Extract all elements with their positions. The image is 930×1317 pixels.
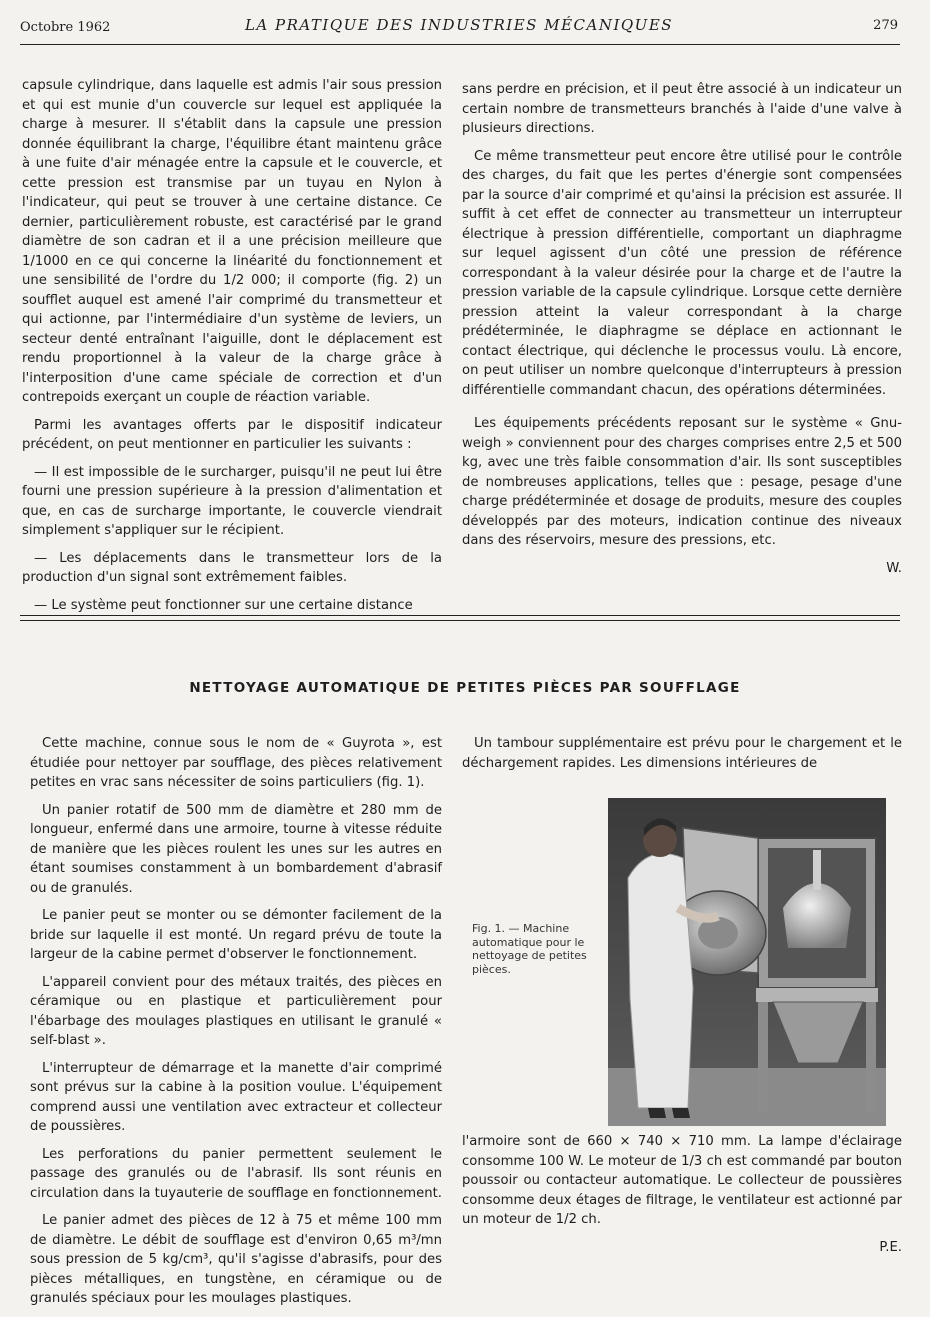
article2-signature: P.E. [879,1239,902,1255]
paragraph: sans perdre en précision, et il peut être associé à un indicateur un certain nombre de transmetteurs branchés à l'aide d'une valve à plusieurs directions. [462,82,902,136]
machine-photo [608,798,886,1126]
list-item: — Il est impossible de le surcharger, puisqu'il ne peut lui être fourni une pression supérieure à la pression d'alimentation et que, en cas de surcharge importante, le couvercle viendrait simplement s'appliquer sur le récipient. [22,464,442,538]
paragraph: Le panier admet des pièces de 12 à 75 et même 100 mm de diamètre. Le débit de soufflage est d'environ 0,65 m³/mn sous pression de 5 kg/cm³, qu'il s'agisse d'abrasifs, pour des pièces métalliques, en tungstène, en céramique ou de granulés spéciaux pour les moulages plastiques. [30,1213,442,1306]
article2-column-1 [30,734,442,1317]
article2-column-2-bottom [462,1132,902,1257]
article1-signature: W. [886,560,902,576]
paragraph: capsule cylindrique, dans laquelle est admis l'air sous pression et qui est munie d'un couvercle sur lequel est appliquée la charge à mesurer. Il s'établit dans la capsule une pression donnée équilibrant la charge, l'équilibre étant maintenu grâce à une fuite d'air ménagée entre la capsule et le couvercle, et cette pression est transmise par un tuyau en Nylon à l'indicateur, qui peut se trouver à une certaine distance. Ce dernier, particulièrement robuste, est caractérisé par le grand diamètre de son cadran et il a une précision meilleure que 1/1000 en ce qui concerne la linéarité du fonctionnement et une sensibilité de l'ordre du 1/2 000; il comporte (fig. 2) un soufflet auquel est amené l'air comprimé du transmetteur et qui actionne, par l'intermédiaire d'un système de leviers, un secteur denté entraînant l'aiguille, dont le déplacement est rendu proportionnel à la valeur de la charge grâce à l'interposition d'une came spéciale de correction et d'un contrepoids exerçant un couple de réaction variable. [22,78,442,405]
paragraph: Ce même transmetteur peut encore être utilisé pour le contrôle des charges, du fait que les pertes d'énergie sont compensées par la source d'air comprimé et qu'ainsi la précision est assurée. Il suffit à cet effet de connecter au transmetteur un interrupteur électrique à pression différentielle, comportant un diaphragme sur lequel agissent d'un côté une pression de référence correspondant à la valeur désirée pour la charge et de l'autre la pression variable de la capsule cylindrique. Lorsque cette dernière pression atteint la valeur correspondant à la charge prédéterminée, le diaphragme se déplace en actionnant le contact électrique, qui déclenche le processus voulu. Là encore, on peut utiliser un nombre quelconque d'interrupteurs à pression différentielle commandant chacun, des opérations déterminées. [462,148,902,398]
list-item: — Les déplacements dans le transmetteur lors de la production d'un signal sont extrêmement faibles. [22,550,442,585]
list-item: — Le système peut fonctionner sur une certaine distance [34,597,413,613]
article2-title: NETTOYAGE AUTOMATIQUE DE PETITES PIÈCES PAR SOUFFLAGE [189,680,741,696]
page-number: 279 [873,18,898,33]
paragraph: Un panier rotatif de 500 mm de diamètre et 280 mm de longueur, enfermé dans une armoire, tourne à vitesse réduite de manière que les pièces roulent les unes sur les autres en étant soumises constamment à un bombardement d'abrasif ou de granulés. [30,802,442,896]
machine-photo-image [608,798,886,1126]
paragraph: Cette machine, connue sous le nom de « Guyrota », est étudiée pour nettoyer par soufflage, des pièces relativement petites en vrac sans nécessiter de soins particuliers (fig. 1). [30,736,442,790]
article2-column-2-top [462,734,902,781]
paragraph: Les équipements précédents reposant sur le système « Gnu-weigh » conviennent pour des charges comprises entre 2,5 et 500 kg, avec une très faible consommation d'air. Ils sont susceptibles de nombreuses applications, telles que : pesage, pesage d'une charge prédéterminée et dosage de produits, mesure des couples développés par des moteurs, indication continue des niveaux dans des réservoirs, mesure des pressions, etc. [462,416,902,548]
article1-column-1 [22,76,442,623]
section-divider [20,615,900,616]
header-date: Octobre 1962 [20,20,111,35]
header-rule [20,44,900,45]
section-divider [20,620,900,621]
paragraph: L'interrupteur de démarrage et la manette d'air comprimé sont prévus sur la cabine à la position voulue. L'équipement comprend aussi une ventilation avec extracteur et collecteur de poussières. [30,1060,442,1134]
paragraph: l'armoire sont de 660 × 740 × 710 mm. La lampe d'éclairage consomme 100 W. Le moteur de 1/3 ch est commandé par bouton poussoir ou contacteur automatique. Le collecteur de poussières consomme deux étages de filtrage, le ventilateur est actionné par un moteur de 1/2 ch. [462,1134,902,1227]
paragraph: L'appareil convient pour des métaux traités, des pièces en céramique ou en plastique et particulièrement pour l'ébarbage des moulages plastiques en utilisant le granulé « self-blast ». [30,974,442,1048]
paragraph: Le panier peut se monter ou se démonter facilement de la bride sur laquelle il est monté. Un regard prévu de toute la largeur de la cabine permet d'observer le fonctionnement. [30,908,442,962]
paragraph: Les perforations du panier permettent seulement le passage des granulés ou de l'abrasif. Ils sont réunis en circulation dans la tuyauterie de soufflage en fonctionnement. [30,1146,442,1201]
article1-column-2 [462,80,902,578]
journal-title: LA PRATIQUE DES INDUSTRIES MÉCANIQUES [244,16,674,34]
paragraph: Un tambour supplémentaire est prévu pour le chargement et le déchargement rapides. Les dimensions intérieures de [462,736,902,771]
paragraph: Parmi les avantages offerts par le dispositif indicateur précédent, on peut mentionner en particulier les suivants : [22,417,442,452]
running-header [20,14,898,44]
figure-caption: Fig. 1. — Machine automatique pour le nettoyage de petites pièces. [472,922,587,976]
